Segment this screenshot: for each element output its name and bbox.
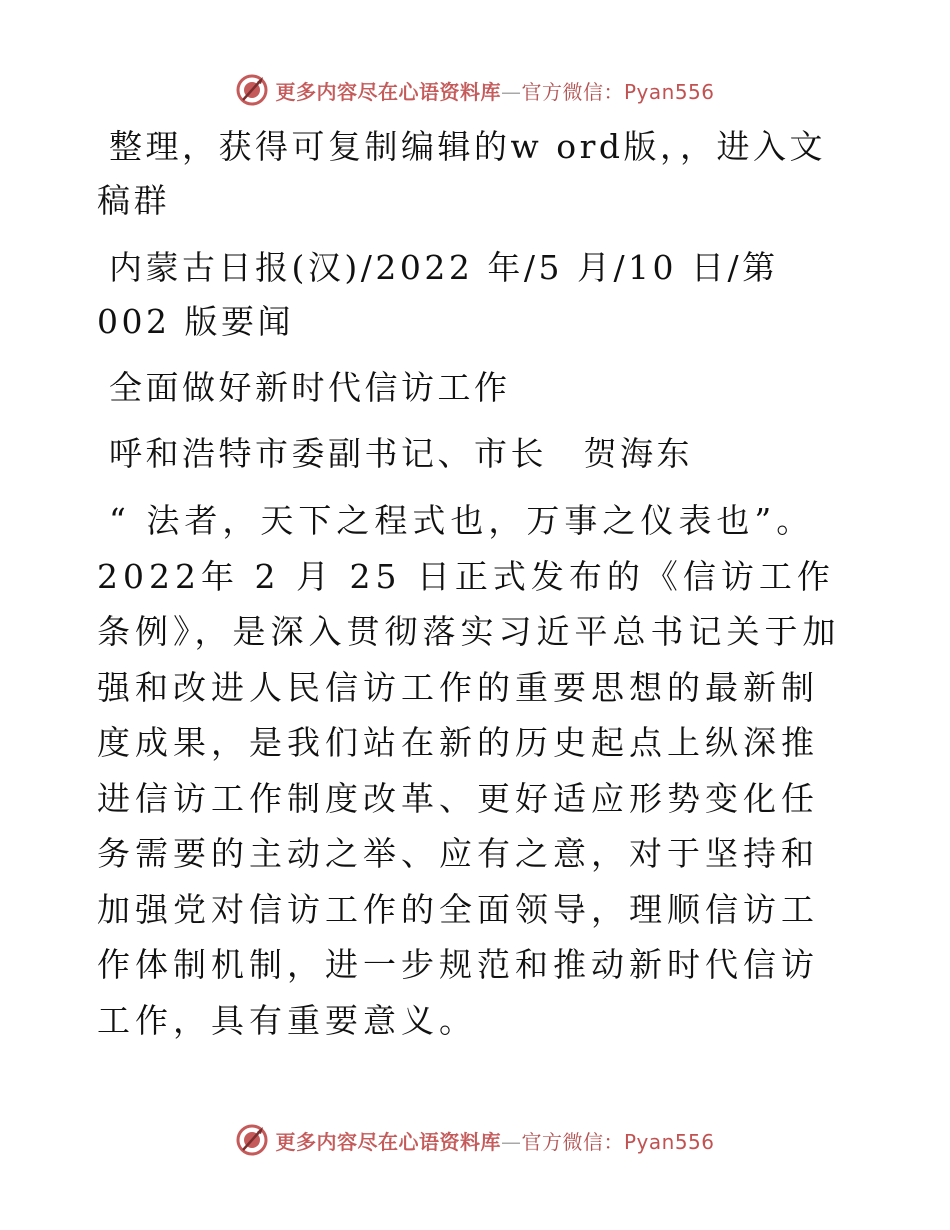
quill-seal-icon [235,73,269,107]
author-line: 呼和浩特市委副书记、市长 贺海东 [109,434,693,473]
watermark-text: 更多内容尽在心语资料库—官方微信：Pyan556 [275,1129,715,1154]
document-body [97,120,849,1048]
article-title: 全面做好新时代信访工作 [109,368,511,407]
quill-seal-icon [235,1123,269,1157]
watermark-text: 更多内容尽在心语资料库—官方微信：Pyan556 [275,79,715,104]
body-paragraph: “ 法者，天下之程式也，万事之仪表也”。2022年 2 月 25 日正式发布的《信访工作条例》，是深入贯彻落实习近平总书记关于加强和改进人民信访工作的重要思想的最新制度成果，是我们站在新的历史起点上纵深推进信访工作制度改革、更好适应形势变化任务需要的主动之举、应有之意，对于坚持和加强党对信访工作的全面领导，理顺信访工作体制机制，进一步规范和推动新时代信访工作，具有重要意义。 [97,501,841,1040]
footer-watermark [0,1120,950,1160]
intro-line: 整理，获得可复制编辑的w ord版，，进入文稿群 [97,127,827,220]
source-line: 内蒙古日报(汉)/2022 年/5 月/10 日/第 002 版要闻 [97,248,779,341]
header-watermark [0,70,950,110]
